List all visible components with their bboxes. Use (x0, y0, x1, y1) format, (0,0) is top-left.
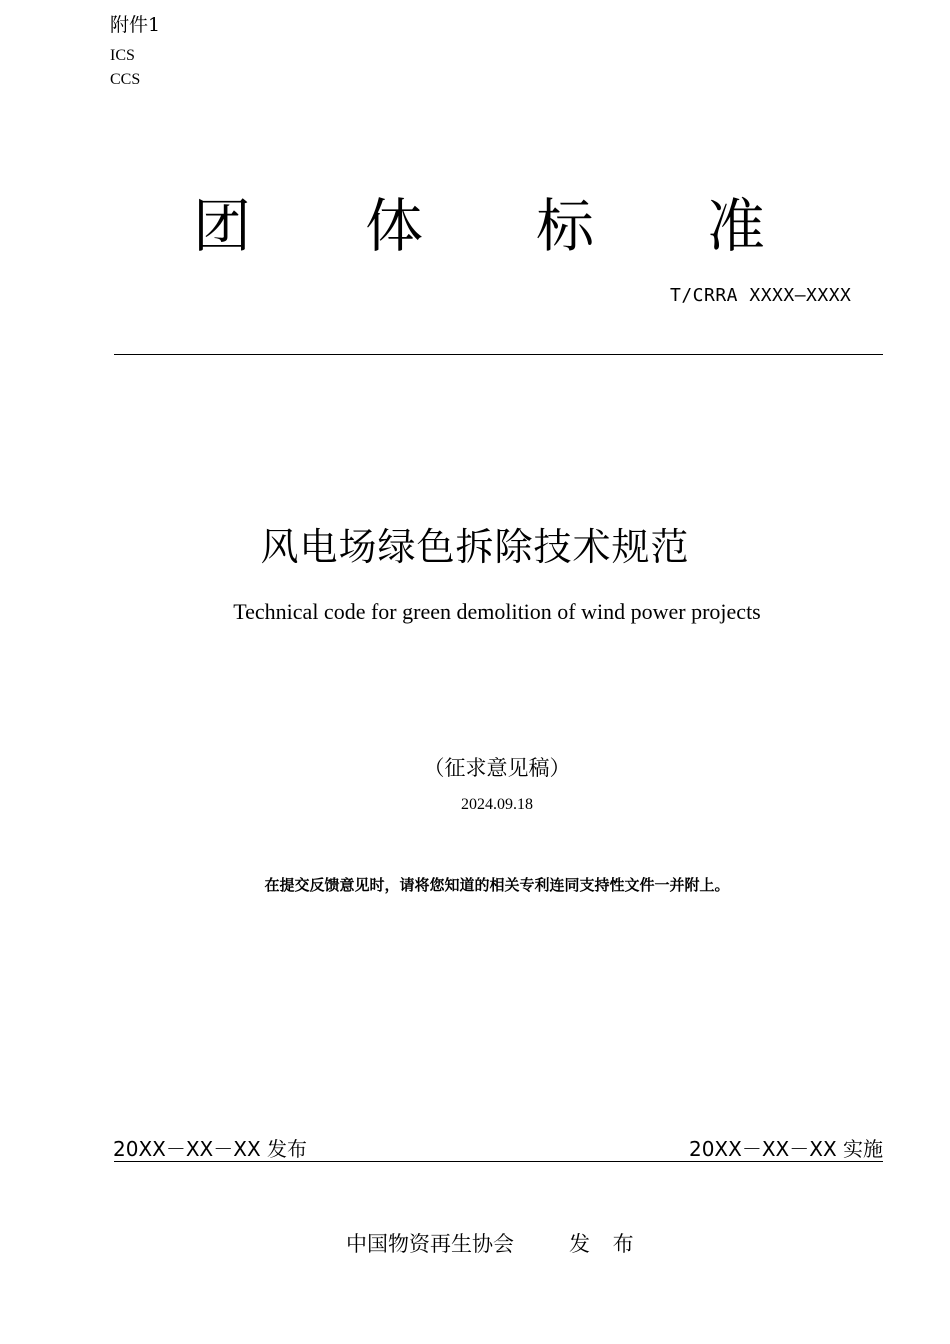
attachment-label: 附件1 (110, 14, 161, 36)
publish-word: 发 布 (569, 1232, 642, 1256)
draft-date: 2024.09.18 (461, 796, 533, 813)
implement-date: 20XX－XX－XX 实施 (688, 1137, 883, 1161)
standard-type-char-4: 准 (707, 192, 766, 260)
standard-type-char-1: 团 (193, 192, 252, 260)
standard-code: T/CRRA XXXX—XXXX (670, 285, 852, 306)
footer-divider (114, 1161, 883, 1162)
publisher-name: 中国物资再生协会 (346, 1232, 514, 1256)
patent-notice: 在提交反馈意见时，请将您知道的相关专利连同支持性文件一并附上。 (264, 876, 730, 894)
ccs-label: CCS (110, 71, 141, 88)
publish-date: 20XX－XX－XX 发布 (113, 1137, 308, 1161)
standard-type-char-3: 标 (536, 192, 595, 260)
standard-type-char-2: 体 (365, 192, 424, 260)
header-divider (114, 354, 883, 355)
title-chinese: 风电场绿色拆除技术规范 (260, 525, 690, 569)
draft-label: （征求意见稿） (423, 756, 571, 780)
ics-label: ICS (110, 47, 135, 64)
title-english: Technical code for green demolition of wind power projects (233, 599, 761, 624)
